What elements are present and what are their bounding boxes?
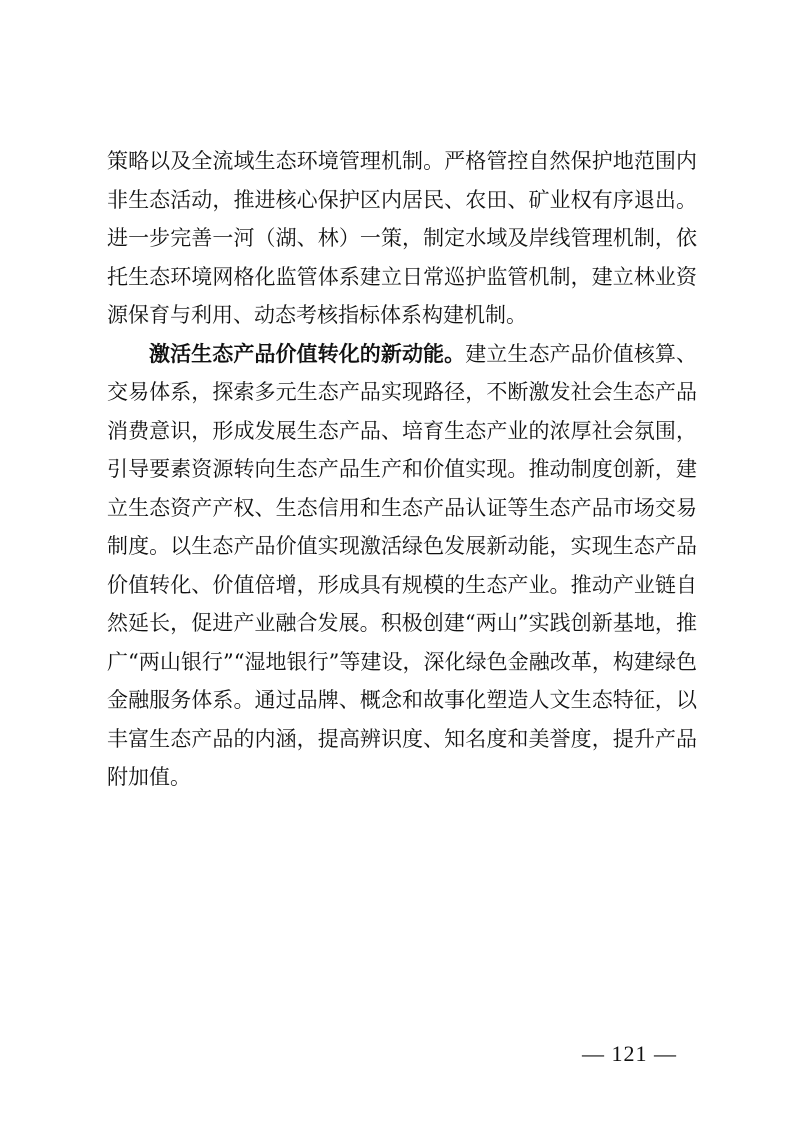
paragraph-lead-heading: 激活生态产品价值转化的新动能。	[149, 341, 466, 366]
paragraph-text: 建立生态产品价值核算、交易体系，探索多元生态产品实现路径，不断激发社会生态产品消费意识，形成发展生态产品、培育生态产业的浓厚社会氛围，引导要素资源转向生态产品生产和价值实现。推动制度创新，建立生态资产产权、生态信用和生态产品认证等生态产品市场交易制度。以生态产品价值实现激活绿色发展新动能，实现生态产品价值转化、价值倍增，形成具有规模的生态产业。推动产业链自然延长，促进产业融合发展。积极创建“两山”实践创新基地，推广“两山银行”“湿地银行”等建设，深化绿色金融改革，构建绿色金融服务体系。通过品牌、概念和故事化塑造人文生态特征，以丰富生态产品的内涵，提高辨识度、知名度和美誉度，提升产品附加值。	[107, 341, 698, 789]
body-text	[107, 142, 697, 797]
paragraph-text: 策略以及全流域生态环境管理机制。严格管控自然保护地范围内非生态活动，推进核心保护区内居民、农田、矿业权有序退出。进一步完善一河（湖、林）一策，制定水域及岸线管理机制，依托生态环境网格化监管体系建立日常巡护监管机制，建立林业资源保育与利用、动态考核指标体系构建机制。	[107, 149, 697, 327]
page-number: — 121 —	[582, 1041, 677, 1066]
paragraph-continued	[107, 142, 697, 335]
paragraph-eco-product-value	[107, 335, 697, 797]
